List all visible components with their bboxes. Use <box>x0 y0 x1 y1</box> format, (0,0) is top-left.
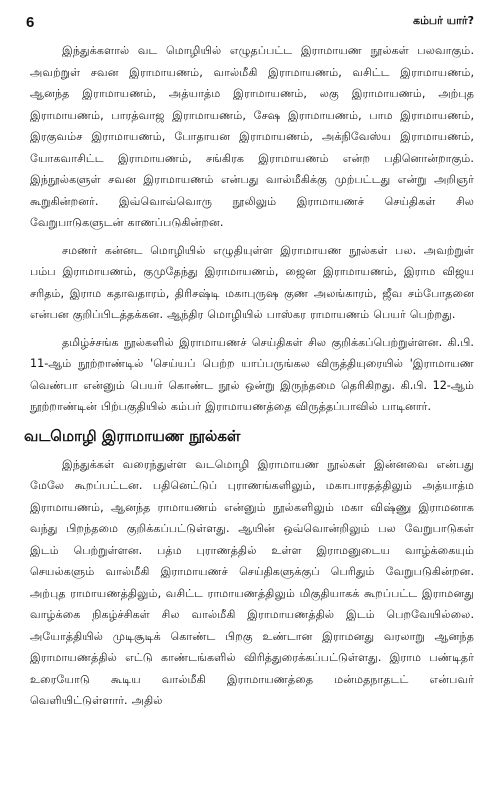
paragraph-sanskrit-ramayana-texts: இந்துக்கள் வரைந்துள்ள வடமொழி இராமாயண நூல்கள் இன்னவை என்பது மேலே கூறப்பட்டன. பதினெட்டுப் புராணங்களிலும், மகாபாரதத்திலும் அத்யாத்ம இராமாயணம், ஆனந்த ராமாயணம் என்னும் நூல்களிலும் மகா விஷ்ணு இராமனாக வந்து பிறந்தமை குறிக்கப்பட்டுள்ளது. ஆயின் ஒவ்வொன்றிலும் பல வேறுபாடுகள் இடம் பெற்றுள்ளன. பத்ம புராணத்தில் உள்ள இராமனுடைய வாழ்க்கையும் செயல்களும் வால்மீகி இராமாயணச் செய்திகளுக்குப் பெரிதும் வேறுபடுகின்றன. அற்புத ராமாயணத்திலும், வசிட்ட ராமாயணத்திலும் மிகுதியாகக் கூறப்பட்ட இராமனது வாழ்க்கை நிகழ்ச்சிகள் சில வால்மீகி இராமாயணத்தில் இடம் பெறவேயில்லை. அயோத்தியில் முடிசூடிக் கொண்ட பிறகு உண்டான இராமனது வரலாறு ஆனந்த இராமாயணத்தில் எட்டு காண்டங்களில் விரித்துரைக்கப்பட்டுள்ளது. இராம பண்டிதர் உரையோடு கூடிய வால்மீகி இராமாயணத்தை மன்மதநாதடட் என்பவர் வெளியிட்டுள்ளார். அதில் <box>30 457 474 707</box>
running-head: கம்பர் யார்? <box>413 14 474 27</box>
page-number: 6 <box>26 14 35 31</box>
paragraph-tamil-sangam: தமிழ்ச்சங்க நூல்களில் இராமாயணச் செய்திகள் சில குறிக்கப்பெற்றுள்ளன. கி.பி. 11-ஆம் நூற்றாண்டில் 'செய்யப் பெற்ற யாப்பருங்கல விருத்தியுரையில் 'இராமாயண வெண்பா என்னும் பெயர் கொண்ட நூல் ஒன்று இருந்தமை தெரிகிறது. கி.பி. 12-ஆம் நூற்றாண்டின் பிற்பகுதியில் கம்பர் இராமாயணத்தை விருத்தப்பாவில் பாடினார். <box>30 335 474 413</box>
section-heading: வடமொழி இராமாயண நூல்கள் <box>24 426 241 445</box>
paragraph-sanskrit-ramayanas: இந்துக்களால் வட மொழியில் எழுதப்பட்ட இராமாயண நூல்கள் பலவாகும். அவற்றுள் சவன இராமாயணம், வால்மீகி இராமாயணம், வசிட்ட இராமாயணம், ஆனந்த இராமாயணம், அத்யாத்ம இராமாயணம், லகு இராமாயணம், அற்புத இராமாயணம், பாரத்வாஜ இராமாயணம், சேஷ இராமாயணம், பாம இராமாயணம், இரகுவம்ச இராமாயணம், போதாயன இராமாயணம், அக்நிவேஸ்ய இராமாயணம், யோகவாசிட்ட இராமாயணம், சங்கிரக இராமாயணம் என்ற பதினொன்றாகும். இந்நூல்களுள் சவன இராமாயணம் என்பது வால்மீகிக்கு முற்பட்டது என்று அறிஞர் கூறுகின்றனர். இவ்வொவ்வொரு நூலிலும் இராமாயணச் செய்திகள் சில வேறுபாடுகளுடன் காணப்படுகின்றன. <box>30 44 474 229</box>
page-header <box>26 14 474 40</box>
paragraph-jain-ramayanas: சமணர் கன்னட மொழியில் எழுதியுள்ள இராமாயண நூல்கள் பல. அவற்றுள் பம்ப இராமாயணம், குமுதேந்து இராமாயணம், ஜைன இராமாயணம், இராம விஜய சரிதம், இராம கதாவதாரம், திரிசஷ்டி மகாபுருஷ குண அலங்காரம், ஜீவ சம்போதனை என்பன குறிப்பிடத்தக்கன. ஆந்திர மொழியில் பாஸ்கர ராமாயணம் பெயர் பெற்றது. <box>30 243 474 321</box>
